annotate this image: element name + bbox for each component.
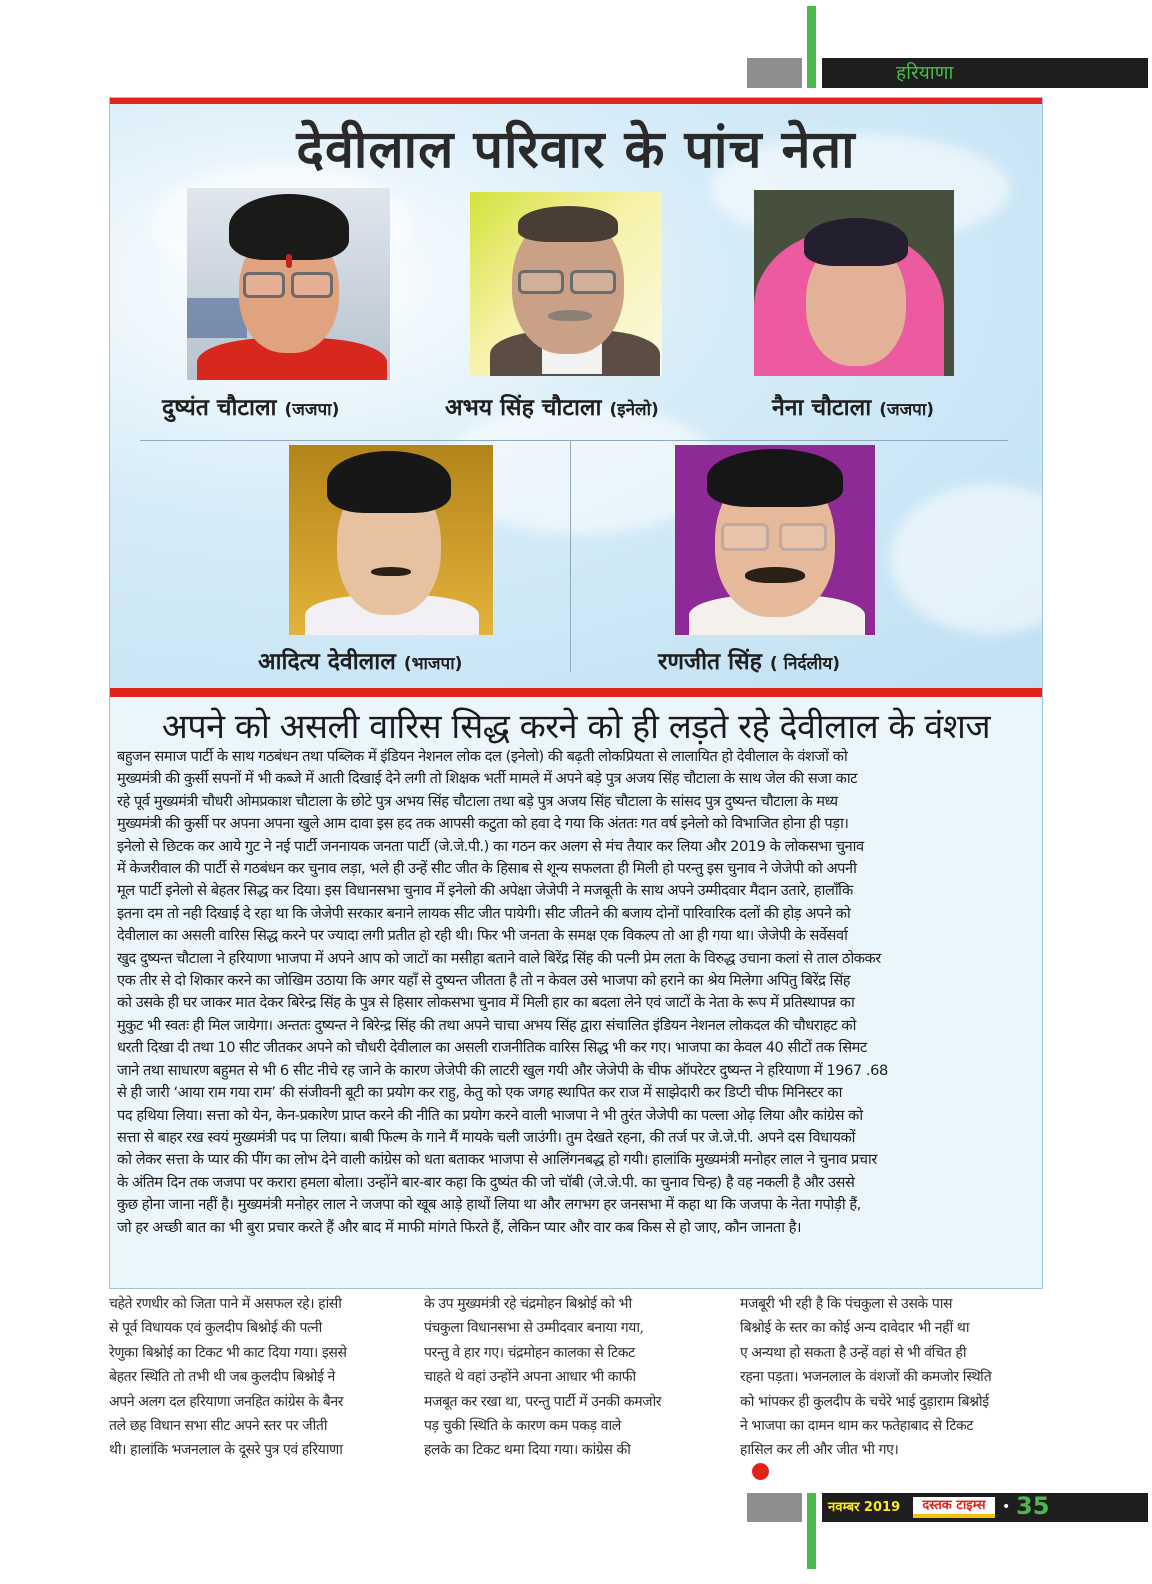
text-line: पंचकुला विधानसभा से उम्मीदवार बनाया गया, xyxy=(424,1320,644,1337)
leader-party: (जजपा) xyxy=(284,400,340,420)
text-line: एक तीर से दो शिकार करने का जोखिम उठाया कि अगर यहाँ से दुष्यन्त जीतता है तो न केवल उसे भाजपा को हराने का श्रेय मिलेगा अपितु बिरेंद्र सिंह xyxy=(117,972,851,990)
leader-caption xyxy=(258,644,462,676)
text-line: में केजरीवाल की पार्टी से गठबंधन कर चुनाव लड़ा, भले ही उन्हें सीट जीत के हिसाब से शून्य सफलता ही मिली हो परन्तु इस चुनाव ने जेजेपी को अपनी xyxy=(117,860,857,878)
text-line: के उप मुख्यमंत्री रहे चंद्रमोहन बिश्नोई को भी xyxy=(424,1296,632,1312)
leader-caption xyxy=(162,390,339,422)
magazine-logo: दस्तक टाइम्स xyxy=(913,1497,995,1518)
issue-date: नवम्बर 2019 xyxy=(828,1500,901,1515)
leader-name: अभय सिंह चौटाला xyxy=(445,395,602,421)
text-line: थी। हालांकि भजनलाल के दूसरे पुत्र एवं हरियाणा xyxy=(109,1442,343,1459)
text-line: पद हथिया लिया। सत्ता को येन, केन-प्रकारेण प्राप्त करने की नीति का प्रयोग करने वाली भाजपा ने भी तुरंत जेजेपी का पल्ला ओढ़ लिया और कांग्रेस को xyxy=(117,1106,863,1124)
leader-photo-naina xyxy=(754,190,954,376)
cloud-decoration xyxy=(890,484,1042,634)
text-line: रहे पूर्व मुख्यमंत्री चौधरी ओमप्रकाश चौटाला के छोटे पुत्र अभय सिंह चौटाला तथा बड़े पुत्र अजय सिंह चौटाला के सांसद पुत्र दुष्यन्त चौटाला के मध्य xyxy=(117,792,838,810)
footer-green-accent-bar xyxy=(807,1493,816,1569)
text-line: मुकुट भी स्वतः ही मिल जायेगा। अन्ततः दुष्यन्त ने बिरेन्द्र सिंह की तथा अपने चाचा अभय सिंह द्वारा संचालित इंडियन नेशनल लोकदल की चौधराहट को xyxy=(117,1016,856,1034)
text-line: देवीलाल का असली वारिस सिद्ध करने पर ज्यादा लगी प्रतीत हो रही थी। फिर भी जनता के समक्ष एक विकल्प तो आ ही गया था। जेजेपी के सर्वेसर्वा xyxy=(117,927,848,945)
collage-divider-vertical xyxy=(570,440,571,672)
text-line: हलके का टिकट थमा दिया गया। कांग्रेस की xyxy=(424,1442,631,1459)
article-headline: अपने को असली वारिस सिद्ध करने को ही लड़ते रहे देवीलाल के वंशज xyxy=(161,707,991,747)
collage-divider-horizontal xyxy=(140,440,1008,441)
text-line: को लेकर सत्ता के प्यार की पींग का लोभ देने वाली कांग्रेस को धता बताकर भाजपा से आलिंगनबद्ध हो गयी। हालांकि मुख्यमंत्री मनोहर लाल ने चुनाव प्रचार xyxy=(117,1151,877,1169)
article-column-2 xyxy=(424,1292,724,1463)
text-line: इनेलो से छिटक कर आये गुट ने नई पार्टी जननायक जनता पार्टी (जे.जे.पी.) का गठन कर अलग से मंच तैयार कर लिया और 2019 के लोकसभा चुनाव xyxy=(117,837,864,855)
text-line: से ही जारी ‘आया राम गया राम’ की संजीवनी बूटी का प्रयोग कर राहु, केतु को एक जगह स्थापित कर राज में साझेदारी कर डिप्टी चीफ मिनिस्टर का xyxy=(117,1084,842,1102)
leader-name: दुष्यंत चौटाला xyxy=(162,395,277,421)
text-line: से पूर्व विधायक एवं कुलदीप बिश्नोई की पत्नी xyxy=(109,1320,322,1337)
text-line: हासिल कर ली और जीत भी गए। xyxy=(740,1442,899,1459)
text-line: कुछ होना जाना नहीं है। मुख्यमंत्री मनोहर लाल ने जजपा को खूब आड़े हाथों लिया था और लगभग हर जनसभा में कहा था कि जजपा के नेता गपोड़ी हैं, xyxy=(117,1196,861,1214)
text-line: रहना पड़ता। भजनलाल के वंशजों की कमजोर स्थिति xyxy=(740,1369,992,1386)
text-line: परन्तु वे हार गए। चंद्रमोहन कालका से टिकट xyxy=(424,1344,635,1361)
leader-photo-abhay xyxy=(470,192,662,376)
leader-party: (भाजपा) xyxy=(403,654,463,674)
text-line: धरती दिखा दी तथा 10 सीट जीतकर अपने को चौधरी देवीलाल का असली राजनीतिक वारिस सिद्ध भी कर गए। भाजपा का केवल 40 सीटों तक सिमट xyxy=(117,1039,867,1057)
leader-name: नैना चौटाला xyxy=(772,395,872,421)
text-line: इतना दम तो नही दिखाई दे रहा था कि जेजेपी सरकार बनाने लायक सीट जीत पायेगी। सीट जीतने की बजाय दोनों पारिवारिक दलों की होड़ अपने को xyxy=(117,904,851,922)
leader-name: आदित्य देवीलाल xyxy=(258,649,396,675)
last-line xyxy=(740,1438,1040,1479)
text-line: मजबूत कर रखा था, परन्तु पार्टी में उनकी कमजोर xyxy=(424,1393,662,1410)
leader-party: (जजपा) xyxy=(879,400,935,420)
text-line: को उसके ही घर जाकर मात देकर बिरेन्द्र सिंह के पुत्र से हिसार लोकसभा चुनाव में मिली हार का बदला लेने एवं जाटों के नेता के रूप में प्रतिस्थापन्न का xyxy=(117,994,855,1012)
text-line: सत्ता से बाहर रख स्वयं मुख्यमंत्री पद पा लिया। बाबी फिल्म के गाने मैं मायके चली जाउंगी। तुम देखते रहना, की तर्ज पर जे.जे.पी. अपने दस विधायकों xyxy=(117,1128,856,1146)
text-line: के अंतिम दिन तक जजपा पर करारा हमला बोला। उन्होंने बार-बार कहा कि दुष्यंत की जो चॉबी (जे.जे.पी. का चुनाव चिन्ह) है वह नकली है और उससे xyxy=(117,1173,855,1191)
leader-photo-dushyant xyxy=(187,188,390,380)
footer-grey-block xyxy=(747,1493,802,1522)
leaders-collage xyxy=(110,104,1042,692)
leader-photo-aditya xyxy=(289,445,493,635)
leader-caption xyxy=(658,644,840,676)
text-line: मुख्यमंत्री की कुर्सी पर अपना अपना खुले आम दावा इस हद तक आपसी कटुता को हवा दे गया कि अंततः गत वर्ष इनेलो को विभाजित होना ही पड़ा। xyxy=(117,815,849,833)
leader-photo-ranjit xyxy=(675,445,875,635)
collage-title: देवीलाल परिवार के पांच नेता xyxy=(296,120,856,180)
text-line: चाहते थे वहां उन्होंने अपना आधार भी काफी xyxy=(424,1369,636,1386)
leader-caption xyxy=(445,390,659,422)
text-line: चहेते रणधीर को जिता पाने में असफल रहे। हांसी xyxy=(109,1296,342,1312)
end-of-article-dot-icon xyxy=(752,1463,769,1480)
header-section-band xyxy=(822,58,1148,88)
feature-box xyxy=(109,97,1043,1289)
leader-name: रणजीत सिंह xyxy=(658,649,762,675)
text-line: रेणुका बिश्नोई का टिकट भी काट दिया गया। इससे xyxy=(109,1344,347,1361)
text-line: जाने तथा साधारण बहुमत से भी 6 सीट नीचे रह जाने के कारण जेजेपी की लाटरी खुल गयी और जेजेपी के चीफ ऑपरेटर दुष्यन्त ने हरियाणा में 1967 .68 xyxy=(117,1061,888,1079)
text-line: जो हर अच्छी बात का भी बुरा प्रचार करते हैं और बाद में माफी मांगते फिरते हैं, लेकिन प्यार और वार कब किस से हो जाए, कौन जानता है। xyxy=(117,1218,802,1236)
header-green-accent-bar xyxy=(807,6,816,88)
article-column-1 xyxy=(109,1292,409,1463)
text-line: बिश्नोई के स्तर का कोई अन्य दावेदार भी नहीं था xyxy=(740,1320,970,1337)
leader-party: ( निर्दलीय) xyxy=(769,654,841,674)
text-line: तले छह विधान सभा सीट अपने स्तर पर जीती xyxy=(109,1418,328,1435)
page-number: 35 xyxy=(1016,1492,1050,1520)
leader-party: (इनेलो) xyxy=(609,400,659,420)
text-line: बेहतर स्थिति तो तभी थी जब कुलदीप बिश्नोई ने xyxy=(109,1369,335,1386)
text-line: पड़ चुकी स्थिति के कारण कम पकड़ वाले xyxy=(424,1418,621,1435)
text-line: ने भाजपा का दामन थाम कर फतेहाबाद से टिकट xyxy=(740,1418,974,1435)
text-line: अपने अलग दल हरियाणा जनहित कांग्रेस के बैनर xyxy=(109,1393,344,1410)
leader-caption xyxy=(772,390,934,422)
bullet-separator-icon: • xyxy=(1002,1499,1011,1515)
text-line: खुद दुष्यन्त चौटाला ने हरियाणा भाजपा में अपने आप को जाटों का मसीहा बताने वाले बिरेंद्र सिंह की पत्नी प्रेम लता के विरुद्ध उचाना कलां से ताल ठोककर xyxy=(117,949,881,967)
header-grey-block xyxy=(747,58,802,88)
text-line: को भांपकर ही कुलदीप के चचेरे भाई दुड़ाराम बिश्नोई xyxy=(740,1393,989,1410)
text-line: बहुजन समाज पार्टी के साथ गठबंधन तथा पब्लिक में इंडियन नेशनल लोक दल (इनेलो) की बढ़ती लोकप्रियता से लालायित हो देवीलाल के वंशजों को xyxy=(117,748,848,765)
article-column-3 xyxy=(740,1292,1040,1480)
text-line: मजबूरी भी रही है कि पंचकुला से उसके पास xyxy=(740,1296,953,1312)
text-line: मूल पार्टी इनेलो से बेहतर सिद्ध कर दिया। इस विधानसभा चुनाव में इनेलो की अपेक्षा जेजेपी ने मजबूती के साथ अपने उम्मीदवार मैदान उतारे, हालाँकि xyxy=(117,882,853,900)
section-label: हरियाणा xyxy=(896,62,954,84)
text-line: मुख्यमंत्री की कुर्सी सपनों में भी कब्जे में आती दिखाई देने लगी तो शिक्षक भर्ती मामले में अपने बड़े पुत्र अजय सिंह चौटाला के साथ जेल की सजा काट xyxy=(117,770,858,788)
red-rule-bottom xyxy=(110,688,1042,697)
text-line: ए अन्यथा हो सकता है उन्हें वहां से भी वंचित ही xyxy=(740,1344,967,1361)
article-lead-paragraph xyxy=(117,746,1037,1239)
